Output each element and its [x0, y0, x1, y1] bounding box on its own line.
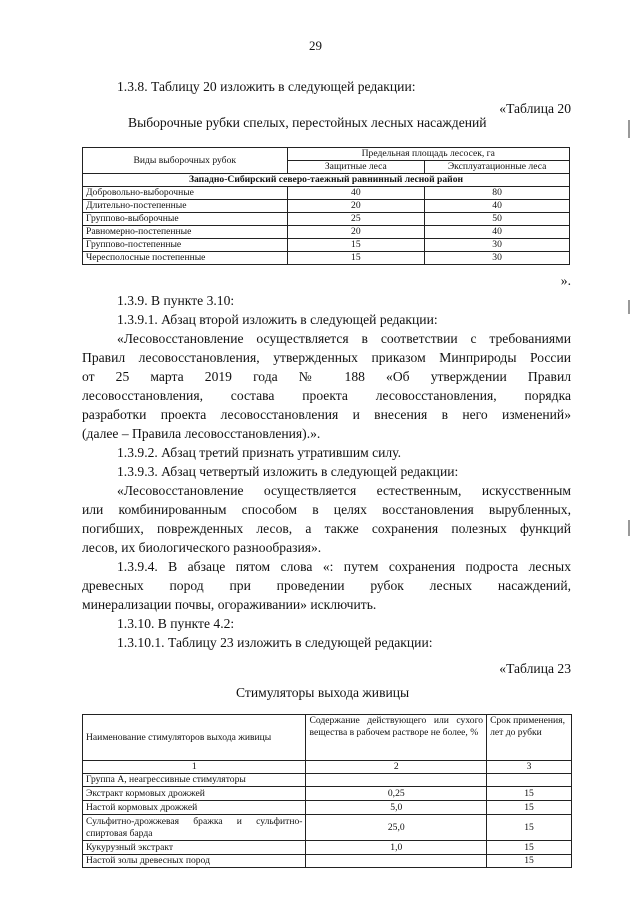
- t23-colnum-3: 3: [487, 761, 572, 774]
- t20-cell-protective: 40: [287, 187, 425, 200]
- t20-cell-operational: 40: [425, 200, 570, 213]
- t20-header-types: Виды выборочных рубок: [83, 148, 288, 174]
- t20-header-area: Предельная площадь лесосек, га: [287, 148, 569, 161]
- t23-cell-term: 15: [487, 855, 572, 868]
- table-20: [82, 147, 570, 265]
- t23-cell-name: Настой кормовых дрожжей: [83, 801, 306, 815]
- t20-header-operational: Эксплуатационные леса: [425, 161, 570, 174]
- quote-1-line-4: лесовосстановления, состава проекта лесовосстановления, порядка: [82, 388, 571, 403]
- t23-cell-name: Экстракт кормовых дрожжей: [83, 787, 306, 801]
- page-number: 29: [309, 38, 322, 53]
- table-23-label: «Таблица 23: [499, 661, 571, 676]
- t20-cell-operational: 50: [425, 213, 570, 226]
- item-1-3-9-4-line-1: 1.3.9.4. В абзаце пятом слова «: путем сохранения подроста лесных: [117, 559, 571, 574]
- item-1-3-9-2: 1.3.9.2. Абзац третий признать утратившим силу.: [117, 445, 402, 460]
- t20-cell-name: Чересполосные постепенные: [83, 252, 288, 265]
- table-row: [83, 213, 570, 226]
- quote-1-line-5: разработки проекта лесовосстановления и внесения в него изменений»: [82, 407, 571, 422]
- quote-1-line-2: Правил лесовосстановления, утвержденных приказом Минприроды России: [82, 350, 571, 365]
- item-1-3-9-1: 1.3.9.1. Абзац второй изложить в следующей редакции:: [117, 312, 438, 327]
- t20-cell-operational: 40: [425, 226, 570, 239]
- t23-cell-content: 5,0: [306, 801, 487, 815]
- table-23-title: Стимуляторы выхода живицы: [236, 685, 410, 700]
- t23-cell-name: Сульфитно-дрожжевая бражка и сульфитно-спиртовая барда: [83, 815, 306, 841]
- t20-cell-name: Группово-выборочные: [83, 213, 288, 226]
- scan-edge-mark: [628, 300, 630, 314]
- table-20-close: ».: [560, 273, 571, 288]
- table-23: [82, 714, 572, 868]
- table-row: [83, 787, 572, 801]
- t20-cell-protective: 20: [287, 226, 425, 239]
- item-1-3-9-3: 1.3.9.3. Абзац четвертый изложить в следующей редакции:: [117, 464, 459, 479]
- table-row: [83, 239, 570, 252]
- t20-header-protective: Защитные леса: [287, 161, 425, 174]
- quote-2-line-2: или комбинированным способом в целях восстановления вырубленных,: [82, 502, 571, 517]
- t20-cell-protective: 15: [287, 252, 425, 265]
- quote-1-line-1: «Лесовосстановление осуществляется в соответствии с требованиями: [117, 331, 571, 346]
- t20-cell-protective: 15: [287, 239, 425, 252]
- t23-cell-term: 15: [487, 841, 572, 855]
- quote-2-line-4: лесов, их биологического разнообразия».: [82, 540, 322, 555]
- table-row: [83, 226, 570, 239]
- t20-cell-operational: 80: [425, 187, 570, 200]
- item-1-3-9-4-line-3: минерализации почвы, огораживании» исключить.: [82, 597, 377, 612]
- t23-cell-content: 0,25: [306, 787, 487, 801]
- scan-edge-mark: [628, 120, 630, 138]
- quote-1-line-3: от 25 марта 2019 года № 188 «Об утверждении Правил: [82, 369, 571, 384]
- t20-cell-operational: 30: [425, 252, 570, 265]
- quote-1-line-6: (далее – Правила лесовосстановления).».: [82, 426, 321, 441]
- table-20-title: Выборочные рубки спелых, перестойных лесных насаждений: [128, 115, 487, 130]
- t23-header-content: Содержание действующего или сухого вещества в рабочем растворе не более, %: [306, 715, 487, 761]
- t23-colnum-1: 1: [83, 761, 306, 774]
- t23-colnum-2: 2: [306, 761, 487, 774]
- table-row: [83, 841, 572, 855]
- t20-cell-name: Равномерно-постепенные: [83, 226, 288, 239]
- t20-region-row: Западно-Сибирский северо-таежный равнинный лесной район: [83, 174, 570, 187]
- item-1-3-10-1: 1.3.10.1. Таблицу 23 изложить в следующей редакции:: [117, 635, 433, 650]
- t23-header-term: Срок применения, лет до рубки: [487, 715, 572, 761]
- t20-cell-name: Группово-постепенные: [83, 239, 288, 252]
- table-row: [83, 200, 570, 213]
- item-1-3-10: 1.3.10. В пункте 4.2:: [117, 616, 235, 631]
- t23-cell-content: [306, 855, 487, 868]
- t23-cell-term: 15: [487, 815, 572, 841]
- item-1-3-9: 1.3.9. В пункте 3.10:: [117, 293, 235, 308]
- table-row: [83, 855, 572, 868]
- t23-group-row: Группа А, неагрессивные стимуляторы: [83, 774, 306, 787]
- quote-2-line-3: погибших, поврежденных лесов, а также сохранения полезных функций: [82, 521, 571, 536]
- t23-cell-term: 15: [487, 801, 572, 815]
- t23-cell-name: Кукурузный экстракт: [83, 841, 306, 855]
- t23-cell-content: 1,0: [306, 841, 487, 855]
- item-1-3-9-4-line-2: древесных пород при проведении рубок лесных насаждений,: [82, 578, 571, 593]
- t23-header-name: Наименование стимуляторов выхода живицы: [83, 715, 306, 761]
- table-row: [83, 187, 570, 200]
- t23-cell-name: Настой золы древесных пород: [83, 855, 306, 868]
- quote-2-line-1: «Лесовосстановление осуществляется естественным, искусственным: [117, 483, 571, 498]
- t20-cell-protective: 25: [287, 213, 425, 226]
- t20-cell-name: Добровольно-выборочные: [83, 187, 288, 200]
- scan-edge-mark: [628, 520, 630, 536]
- t23-cell-term: 15: [487, 787, 572, 801]
- table-row: [83, 815, 572, 841]
- table-row: [83, 252, 570, 265]
- t20-cell-protective: 20: [287, 200, 425, 213]
- table-20-label: «Таблица 20: [499, 101, 571, 116]
- t20-cell-name: Длительно-постепенные: [83, 200, 288, 213]
- t23-cell-content: 25,0: [306, 815, 487, 841]
- t20-cell-operational: 30: [425, 239, 570, 252]
- item-1-3-8: 1.3.8. Таблицу 20 изложить в следующей редакции:: [117, 79, 416, 94]
- table-row: [83, 801, 572, 815]
